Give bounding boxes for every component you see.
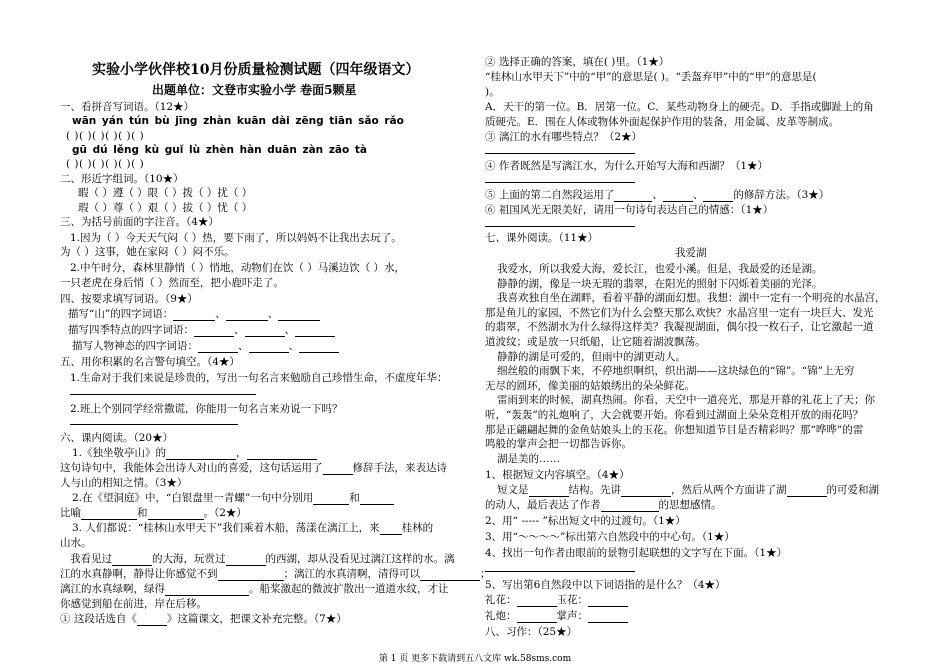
answer-line[interactable] <box>70 394 256 395</box>
r1-text: 结构。先讲 <box>568 484 621 496</box>
q5-sep: 、 <box>692 189 704 201</box>
r3-question: 3、用“～～～～”标出第六自然段中的中心句。（1★） <box>485 531 735 543</box>
q2-options-1: A．天干的第一位。B．居第一位。C．某些动物身上的硬壳。D．手指或脚趾上的角 <box>485 101 874 113</box>
section-5-heading: 五、用你积累的名言警句填空。（4★） <box>60 356 240 368</box>
similar-chars-row-2[interactable]: 瑕（ ）尊（ ）艰（ ）拔（ ）忧（ ） <box>78 202 253 214</box>
passage-line: 静静的湖是可爱的，但雨中的湖更动人。 <box>497 350 686 363</box>
poem-question-text: 1.《独坐敬亭山》的 <box>72 447 167 459</box>
r1-text: 的思想感情。 <box>658 499 722 511</box>
answer-line[interactable] <box>485 226 635 227</box>
guilin-text: 3. 人们都说：“桂林山水甲天下”我们乘着木船，荡漾在漓江上，来 <box>72 522 380 534</box>
phonetic-line-4[interactable]: 一只老虎在身后悄（ ）然而至，把小鹿吓走了。 <box>60 277 284 289</box>
page-subtitle: 出题单位：文登市实验小学 卷面5颗星 <box>152 83 357 97</box>
r5-label: 玉花： <box>556 594 588 606</box>
q6-heading: ⑥ 祖国风光无限美好，请用一句诗句表达自己的情感：（1★） <box>485 204 774 216</box>
passage-text: 的大海，玩赏过 <box>152 553 226 565</box>
q5-end: 的修辞方法。（3★） <box>733 189 830 201</box>
q5-text: ⑤ 上面的第二自然段运用了 <box>485 189 615 201</box>
rhetoric-text: 这句诗句中，我能体会出诗人对山的喜爱，这句话运用了 <box>60 462 323 474</box>
q4-heading: ④ 作者既然是写漓江水，为什么开始写大海和西湖？（1★） <box>485 160 769 172</box>
r1-text: 的动人，最后表达了作者 <box>485 499 601 511</box>
dongting-text: 2.在《望洞庭》中，“白银盘里一青螺”一句中分别用 <box>72 492 314 504</box>
r5-row-1[interactable] <box>485 594 628 607</box>
q2-heading: ② 选择正确的答案，填在( )里。（1★） <box>485 56 670 68</box>
section-1-heading: 一、看拼音写词语。（12★） <box>60 101 195 113</box>
poem-question-row[interactable]: 1.《独坐敬亭山》的 ， <box>72 447 317 460</box>
passage-row-1[interactable] <box>70 553 455 566</box>
passage-line: 我爱水，所以我爱大海，爱长江，也爱小溪。但是，我最爱的还是湖。 <box>497 263 823 275</box>
passage-line: 静静的湖，像是一块无瑕的翡翠，在阳光的照射下闪烁着美丽的光泽。 <box>497 277 823 290</box>
passage-line: 细丝般的雨飘下来，不停地织啊织，织出湖——这块绿色的“锦”。“锦”上无穷 <box>497 365 855 378</box>
phonetic-line-1[interactable]: 1.因为（ ）今天天气闷（ ）热，要下雨了，所以妈妈不让我出去玩了。 <box>70 232 402 244</box>
answer-line[interactable] <box>70 424 238 425</box>
metaphor-end: 。（2★） <box>203 507 247 519</box>
q2-question[interactable]: “桂林山水甲天下”中的“甲”的意思是( )。“丢盔弃甲”中的“甲”的意思是( <box>485 71 817 83</box>
passage-line: 的翡翠，不然湖水为什么绿得这样美？我凝视湖面，偶尔投一枚石子，让它激起一道 <box>485 321 874 334</box>
passage-row-3[interactable] <box>60 583 449 596</box>
quote-question-1: 1.生命对于我们来说是珍贵的，写出一句名言来勉励自己珍惜生命，不虚度年华： <box>70 372 448 384</box>
answer-line[interactable] <box>485 571 635 572</box>
passage-text: ； <box>480 568 491 580</box>
mountain-words-label: 描写“山”的四字词语： <box>68 308 174 320</box>
passage-row-2[interactable] <box>60 568 491 581</box>
section-8-heading: 八、习作：（25★） <box>485 626 578 638</box>
source-question-row[interactable] <box>60 613 347 626</box>
passage-line: 听，“轰轰”的礼炮响了，大会就要开始。你看到过湖面上朵朵竞相开放的雨花吗？ <box>485 409 864 421</box>
r1-fill-row-2[interactable] <box>485 499 722 512</box>
r1-text: 短文是 <box>497 484 529 496</box>
metaphor-text: 比喻 <box>60 507 81 519</box>
expression-words-row[interactable]: 描写人物神态的四字词语： 、 、 <box>72 340 339 353</box>
passage-line: 那是鱼儿的家园，不然它们为什么会整天那么欢快？水晶宫里一定有一块巨大、发光 <box>485 306 874 319</box>
passage-text: 我看见过 <box>70 553 112 565</box>
section-6-heading: 六、课内阅读。（20★） <box>60 432 174 444</box>
r5-row-2[interactable] <box>485 610 628 623</box>
r5-label: 礼炮： <box>485 610 517 622</box>
q5-row[interactable] <box>485 189 829 202</box>
r5-label: 礼花： <box>485 594 517 606</box>
metaphor-row[interactable] <box>60 507 247 520</box>
section-3-heading: 三、为括号前面的字注音。（4★） <box>60 216 219 228</box>
passage-line: 雷雨到来的时候，湖真热闹。你看，天空中一道亮光，那是开幕的礼花上了天；你 <box>497 394 875 407</box>
r1-text: ，然后从两个方面讲了湖 <box>671 484 787 496</box>
section-2-heading: 二、形近字组词。（10★） <box>60 173 184 185</box>
answer-line[interactable] <box>485 153 635 154</box>
mountain-words-row[interactable]: 描写“山”的四字词语： 、 、 <box>68 308 320 321</box>
r5-label: 掌声： <box>556 610 588 622</box>
dongting-and: 和 <box>349 492 360 504</box>
r2-question: 2、用“ ----- ”标出短文中的过渡句。（1★） <box>485 515 686 527</box>
r4-question: 4、找出一句作者由眼前的景物引起联想的文字写在下面。（1★） <box>485 547 788 559</box>
r1-text: 的可爱和湖 <box>826 484 879 496</box>
passage-text: 江的水真静啊，静得让你感觉不到 <box>60 568 218 580</box>
passage-line: 道波纹；或是放一只纸船，让它随着湖波飘荡。 <box>485 336 706 348</box>
passage-text: 。船桨激起的微波扩散出一道道水纹，才让 <box>249 583 449 595</box>
page-footer: 第 1 页 更多下载请到五八文库 wk.58sms.com <box>378 654 572 664</box>
passage-text: ；漓江的水真清啊，清得可以 <box>283 568 420 580</box>
guilin-row-cont: 山水。 <box>60 537 92 549</box>
page-title: 实验小学伙伴校10月份质量检测试题（四年级语文） <box>92 62 420 78</box>
passage-line: 我喜欢独自坐在湖畔，看着平静的湖面幻想。我想：湖中一定有一个明亮的水晶宫， <box>497 292 886 305</box>
source-question-text: ① 这段话选自《 <box>60 613 137 625</box>
answer-line[interactable] <box>485 182 635 183</box>
expression-words-label: 描写人物神态的四字词语： <box>72 340 198 352</box>
season-words-label: 描写四季特点的四字词语： <box>68 324 194 336</box>
section-7-heading: 七、课外阅读。（11★） <box>485 232 599 244</box>
passage-line: 无尽的圆环，像美丽的姑娘绣出的朵朵鲜花。 <box>485 379 695 392</box>
rhetoric-row-cont: 人与山的相知之情。（3★） <box>60 477 188 489</box>
answer-brackets-2[interactable]: ( )( )( )( )( )( ) <box>66 158 145 170</box>
source-question-end: 》这篇课文，把课文补充完整。（7★） <box>166 613 347 625</box>
phonetic-line-3[interactable]: 2.中午时分，森林里静悄（ ）悄地，动物们在饮（ ）马溪边饮（ ）水， <box>70 262 406 274</box>
q2-question-end[interactable]: )。 <box>485 86 500 98</box>
passage-row-4: 你感觉到船在前进，岸在后移。 <box>60 598 207 610</box>
answer-brackets-1[interactable]: ( )( )( )( )( )( ) <box>66 130 145 142</box>
similar-chars-row-1[interactable]: 暇（ ）遵（ ）限（ ）拨（ ）扰（ ） <box>78 187 253 199</box>
dongting-row[interactable] <box>72 492 394 505</box>
metaphor-and: 和 <box>137 507 148 519</box>
passage-text: 漓江的水真绿啊，绿得 <box>60 583 165 595</box>
rhetoric-row[interactable] <box>60 462 447 475</box>
pinyin-row-1: wān yán tún bù jīng zhàn kuān dài zēng tiān sǎo rǎo <box>72 115 404 127</box>
r1-heading: 1、根据短文内容填空。（4★） <box>485 469 630 481</box>
q5-sep: 、 <box>652 189 663 201</box>
section-4-heading: 四、按要求填写词语。（9★） <box>60 293 198 305</box>
r1-fill-row-1[interactable] <box>497 484 879 497</box>
passage-line: 湖是美的…… <box>497 452 560 465</box>
passage-line: 鸣般的掌声会把一切都告诉你。 <box>485 438 632 451</box>
rhetoric-text-end: 修辞手法，来表达诗 <box>352 462 447 474</box>
r5-question: 5、写出第6自然段中以下词语指的是什么？（4★） <box>485 579 726 591</box>
phonetic-line-2[interactable]: 为（ ）这事，她在家闷（ ）闷不乐。 <box>60 246 235 258</box>
quote-question-2: 2.班上个别同学经常撒谎，你能用一句名言来劝说一下吗？ <box>70 403 343 415</box>
guilin-row[interactable] <box>72 522 433 535</box>
guilin-text-end: 桂林的 <box>401 522 434 534</box>
passage-text: 的西湖，却从没看见过漓江这样的水。漓 <box>265 553 455 565</box>
pinyin-row-2: gū dú lěng kù guǐ lù zhèn hàn duān zàn zāo tà <box>72 144 367 156</box>
passage-line: 那是正翩翩起舞的金鱼姑娘头上的玉花。你想知道节目是否精彩吗？那“哗哗”的雷 <box>485 423 864 436</box>
q2-options-2: 质硬壳。E．围在人体或物体外面起保护作用的装备，用金属、皮革等制成。 <box>485 116 840 128</box>
season-words-row[interactable]: 描写四季特点的四字词语： 、 、 <box>68 324 335 337</box>
q3-heading: ③ 漓江的水有哪些特点？（2★） <box>485 131 643 143</box>
passage-title: 我爱湖 <box>675 247 707 259</box>
